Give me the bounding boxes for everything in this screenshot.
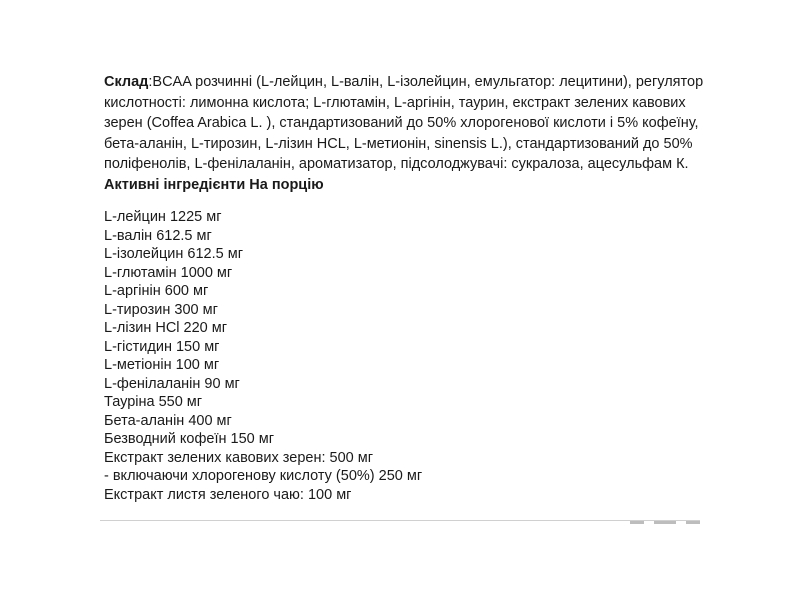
scroll-marker-1 [630,521,644,524]
ingredient-item: - включаючи хлорогенову кислоту (50%) 250 мг [104,468,423,484]
ingredient-item: Екстракт зелених кавових зерен: 500 мг [104,449,373,466]
composition-label: Склад [104,74,149,90]
scroll-marker-3 [686,521,700,524]
ingredient-item: Тауріна 550 мг [104,394,203,410]
scroll-marker-2 [654,521,676,524]
ingredient-item: L-фенілаланін 90 мг [104,375,240,392]
composition-text: :BCAA розчинні (L-лейцин, L-валін, L-ізолейцин, емульгатор: лецитини), регулятор кислотності: лимонна кислота; L-глютамін, L-аргінін, таурин, екстракт зелених кавових зерен (Coffea Arabica L. ), стандартизований до 50% хлорогенової кислоти і 5% кофеїну, бета-аланін, L-тирозин, L-лізин HCL, L-метионін, sinensis L.), стандартизований до 50% поліфенолів, L-фенілаланін, ароматизатор, підсолоджувачі: сукралоза, ацесульфам К. [104,74,704,172]
ingredient-item: L-метіонін 100 мг [104,357,220,373]
ingredient-item: L-глютамін 1000 мг [104,264,233,281]
ingredient-item: L-лізин HCl 220 мг [104,320,228,336]
ingredient-item: L-лейцин 1225 мг [104,209,222,225]
ingredient-item: Безводний кофеїн 150 мг [104,431,274,447]
ingredient-item: Екстракт листя зеленого чаю: 100 мг [104,486,352,503]
ingredient-item: L-ізолейцин 612.5 мг [104,246,243,262]
ingredient-item: L-валін 612.5 мг [104,227,212,244]
ingredient-item: Бета-аланін 400 мг [104,412,232,429]
document-body [104,72,704,504]
ingredient-item: L-тирозин 300 мг [104,301,218,318]
ingredients-list [104,208,704,504]
scroll-controls [606,521,700,525]
composition-paragraph [104,72,704,175]
ingredient-item: L-гістидин 150 мг [104,338,220,355]
active-ingredients-heading: Активні інгредієнти На порцію [104,176,324,193]
ingredient-item: L-аргінін 600 мг [104,283,209,299]
